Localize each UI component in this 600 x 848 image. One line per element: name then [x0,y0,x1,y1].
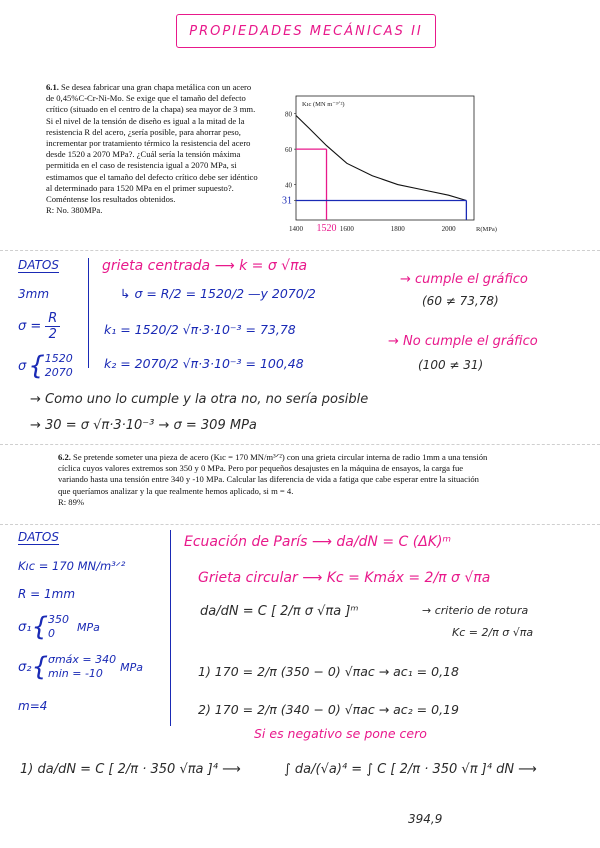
datos-s2-unit: MPa [120,660,144,674]
problem-number: 6.2. [58,452,71,462]
problem-result: R: 89% [58,496,85,507]
sol1-conclusion-1: → Como uno lo cumple y la otra no, no sería posible [30,392,369,407]
sol1-note1-a: → cumple el gráfico [400,272,528,287]
datos-s1-b: 0 [48,627,55,640]
datos-a: 3mm [18,287,50,301]
y-tick-label: 80 [285,110,292,119]
datos-sigma-val-1: 1520 [44,352,73,365]
divider [0,524,600,525]
problem-text: Se desea fabricar una gran chapa metálica con un acero de 0,45%C-Cr-Ni-Mo. Se exige que el tamaño del defecto crítico (situado en el centro de la chapa) sea mayor de 3 mm. Si el nivel de la tensión de diseño es igual a la mitad de la resistencia R del acero, ¿sería posible, para ahorrar peso, incrementar por tratamiento térmico la resistencia del acero desde 1520 a 2070 MPa?. ¿Cuál sería la tensión máxima permitida en el caso de resistencia igual a 2070 MPa, si estimamos que el tamaño del defecto crítico debe ser idéntico al determinado para 1520 MPa en el primer supuesto?. Coméntense los resultados obtenidos. [46,82,258,205]
datos-s1-a: 350 [48,613,69,626]
datos-s2-label: σ₂ [18,659,32,675]
x-tick-label: 2000 [441,225,456,233]
problem-result: R: No. 380MPa. [46,205,103,216]
sol2-integral-lhs: 1) da/dN = C [ 2/π · 350 √πa ]⁴ ⟶ [20,762,241,777]
problem-number: 6.1. [46,82,59,92]
datos-sigma-num: R [45,311,60,327]
datos-1: DATOS 3mm σ = $\frac{R}{2}$ σ { 1520 2070 [18,258,73,381]
datos-2: DATOS Kıc = 170 MN/m³ᐟ² R = 1mm σ₁ { 350 0 MPa σ₂ { σmáx = 340 min = -10 MPa m=4 [18,530,144,713]
page-title [176,14,436,48]
divider [0,250,600,251]
sol1-conclusion-2: → 30 = σ √π·3·10⁻³ → σ = 309 MPa [30,418,257,433]
divider [0,444,600,445]
y-tick-label: 60 [285,146,292,155]
x-tick-label: 1600 [339,225,354,233]
sol2-eq: da/dN = C [ 2/π σ √πa ]ᵐ [200,604,359,619]
vertical-divider [170,530,171,726]
datos-m: m=4 [18,699,48,713]
x-tick-label: 1400 [289,225,303,233]
sol2-integral-mid: ∫ da/(√a)⁴ = ∫ C [ 2/π · 350 √π ]⁴ dN ⟶ [284,762,537,777]
datos-sigma-val-2: 2070 [44,366,73,379]
datos-s2-a: σmáx = 340 [48,653,117,666]
problem-6-1 [46,82,258,216]
x-tick-label: 1800 [390,225,405,233]
sol2-circular: Grieta circular ⟶ Kc = Kmáx = 2/π σ √πa [198,570,491,586]
chart-frame [296,96,474,220]
datos-kic: Kıc = 170 MN/m³ᐟ² [18,559,126,573]
sol1-note2-b: (100 ≠ 31) [418,358,484,372]
sol2-criterio-a: → criterio de rotura [422,604,529,617]
datos-sigma: σ = [18,319,42,334]
datos-s2-b: min = -10 [48,667,103,680]
toughness-chart [262,82,512,240]
sol1-note1-b: (60 ≠ 73,78) [422,294,499,308]
y-tick-label: 31 [282,195,292,207]
series-line [296,115,466,200]
sol1-line2: ↳ σ = R/2 = 1520/2 —y 2070/2 [120,286,316,301]
vertical-divider [88,258,89,368]
datos-header: DATOS [18,258,59,272]
datos-s1-label: σ₁ [18,619,32,635]
problem-text: Se pretende someter una pieza de acero (Kıc = 170 MN/m³ᐟ²) con una grieta circular interna de radio 1mm a una tensión cíclica cuyos valores extremos son 350 y 0 MPa. Pero por pequeños desajustes en la máquina de ensayos, la carga fue variando hasta una tensión entre 340 y -10 MPa. Calcular las diferencia de vida a fatiga que cabe esperar entre la situación que queríamos analizar y la que realmente hemos aplicado, si m = 4. [58,452,488,496]
sol1-line3: k₁ = 1520/2 √π·3·10⁻³ = 73,78 [104,322,296,337]
sol2-negative-note: Si es negativo se pone cero [254,726,427,741]
x-axis-label: R(MPa) [476,226,497,233]
sol2-case1: 1) 170 = 2/π (350 − 0) √πac → ac₁ = 0,18 [198,664,459,679]
sol1-note2-a: → No cumple el gráfico [388,334,538,349]
sol1-line1: grieta centrada ⟶ k = σ √πa [102,258,308,274]
y-tick-label: 40 [285,181,292,190]
datos-r: R = 1mm [18,587,76,601]
sol2-integral-value: 394,9 [408,812,443,826]
datos-sigma-den: 2 [48,327,57,342]
sol1-line4: k₂ = 2070/2 √π·3·10⁻³ = 100,48 [104,356,304,371]
problem-6-2 [58,452,490,508]
datos-header: DATOS [18,530,59,544]
y-axis-label: Kıc (MN m⁻³ᐟ²) [302,101,345,108]
sol2-case2: 2) 170 = 2/π (340 − 0) √πac → ac₂ = 0,19 [198,702,459,717]
x-tick-label: 1520 [316,223,337,234]
sol2-criterio-b: Kc = 2/π σ √πa [452,626,534,639]
datos-s1-unit: MPa [77,620,100,634]
page-title-text: PROPIEDADES MECÁNICAS II [189,23,423,39]
sol2-paris: Ecuación de París ⟶ da/dN = C (ΔK)ᵐ [184,534,452,550]
